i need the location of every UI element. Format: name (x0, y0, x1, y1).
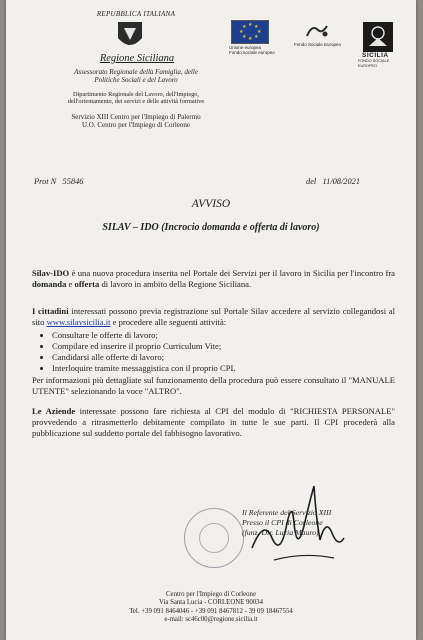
servizio-line2: U.O. Centro per l'Impiego di Corleone (82, 121, 190, 129)
citizens-text-2: e procedere alle seguenti attività: (110, 317, 227, 327)
region-name: Regione Siciliana (99, 53, 175, 64)
signature-line-1: Il Referente del Servizio XIII (242, 508, 332, 517)
document-page (6, 0, 416, 640)
eu-flag-icon: ★ ★ ★ ★ ★ ★ ★ ★ (231, 20, 269, 44)
sicilia-label: SICILIA (362, 52, 389, 59)
intro-paragraph (32, 268, 395, 290)
assessorato-line1: Assessorato Regionale della Famiglia, delle (74, 68, 198, 76)
citizens-text-1: interessati possono previa registrazione sul Portale Silav accedere al servizio collegandosi al sito (32, 306, 395, 327)
info-paragraph: Per informazioni più dettagliate sul funzionamento della procedura può essere consultato il "MANUALE UTENTE" selezionando la voce "ALTRO". (32, 375, 395, 396)
republic-label: REPUBBLICA ITALIANA (96, 10, 176, 18)
assessorato-line2: Politiche Sociali e del Lavoro (94, 76, 178, 84)
intro-text-2: e (66, 279, 75, 289)
citizens-paragraph (32, 306, 395, 328)
handwritten-signature (234, 478, 354, 568)
footer-line-4: e-mail: sc46c00@regione.sicilia.it (164, 616, 258, 624)
footer-line-2: Via Santa Lucia - CORLEONE 90034 (159, 599, 263, 607)
intro-bold-silav: Silav-IDO (32, 268, 70, 278)
citizens-bold: I cittadini (32, 306, 69, 316)
companies-bold: Le Aziende (32, 406, 76, 416)
intro-bold-domanda: domanda (32, 279, 67, 289)
dept-line2: dell'orientamento, dei servizi e delle attività formative (67, 98, 205, 105)
footer-line-1: Centro per l'Impiego di Corleone (166, 591, 256, 598)
activities-list (36, 330, 366, 374)
footer (66, 591, 356, 625)
date-value: 11/08/2021 (322, 177, 361, 186)
page-subtitle: SILAV – IDO (Incrocio domanda e offerta di lavoro) (102, 222, 320, 233)
servizio-line1: Servizio XIII Centro per l'Impiego di Palermo (71, 113, 201, 121)
signature-line-2: Presso il CPI di Corleone (242, 518, 323, 527)
dept-line1: Dipartimento Regionale del Lavoro, dell'Impiego, (73, 91, 199, 98)
fse-caption: Fondo Sociale Europeo (294, 42, 342, 47)
eu-caption-1: Unione europea (229, 45, 262, 50)
eu-caption-2: Fondo sociale europeo (229, 50, 275, 55)
silav-link[interactable]: www.silavsicilia.it (46, 317, 111, 327)
list-item: • Interloquire tramite messaggistica con il proprio CPI. (52, 363, 366, 374)
list-item: • Candidarsi alle offerte di lavoro; (52, 352, 366, 363)
footer-line-3: Tel. +39 091 8464046 - +39 091 8467812 - 39 09 18467554 (129, 607, 293, 615)
sicilia-logo-icon (363, 22, 393, 52)
companies-paragraph (32, 406, 395, 439)
stamp-emblem-icon (199, 523, 229, 553)
companies-text: interessate possono fare richiesta al CPI del modulo di "RICHIESTA PERSONALE" provvedendo a ritrasmetterlo debitamente compilato in tutte le sue parti. Il CPI procederà alla pubblicazione sul suddetto portale del fabbisogno lavorativo. (32, 406, 395, 438)
protocol-value: 55846 (62, 177, 84, 186)
intro-text-1: è una nuova procedura inserita nel Portale dei Servizi per il lavoro in Sicilia per l'incontro fra (69, 268, 395, 278)
date-label: del (306, 177, 317, 186)
list-item: • Compilare ed inserire il proprio Curriculum Vite; (52, 341, 366, 352)
sicilia-caption: FONDO SOCIALE EUROPEO (358, 59, 390, 68)
protocol-date (306, 177, 360, 186)
protocol-label: Prot N (34, 177, 57, 186)
fse-logo-icon (304, 22, 330, 40)
page-title: AVVISO (191, 198, 231, 210)
intro-bold-offerta: offerta (74, 279, 100, 289)
list-item: • Consultare le offerte di lavoro; (52, 330, 366, 341)
protocol-number (34, 177, 83, 186)
region-emblem-icon (114, 18, 146, 52)
signature-line-3: (funz. Dir. Lucia Mauro) (242, 528, 319, 537)
intro-text-3: di lavoro in ambito della Regione Siciliana. (99, 279, 252, 289)
